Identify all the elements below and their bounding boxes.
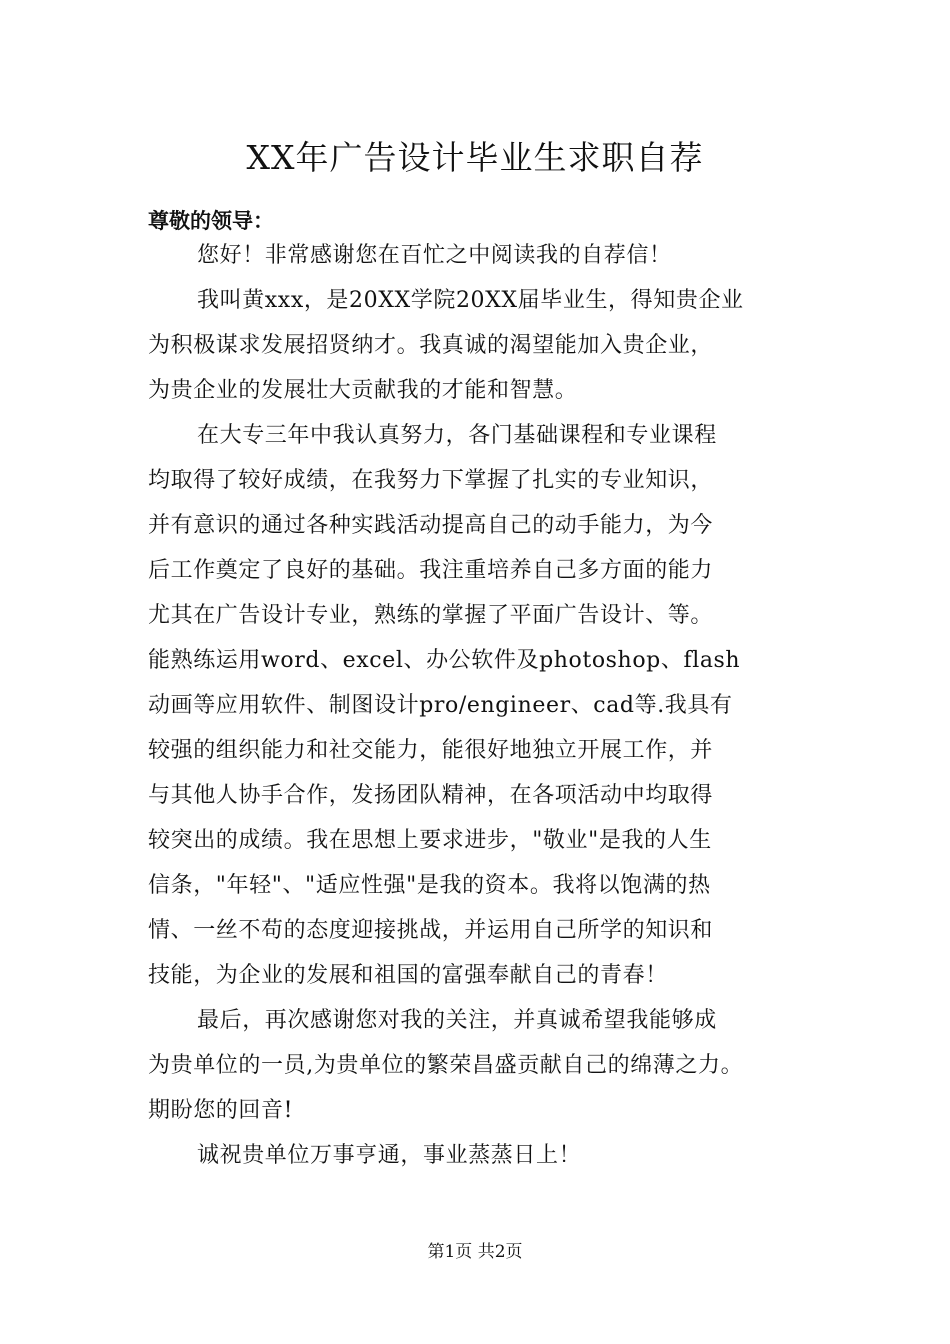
body-line: 期盼您的回音! bbox=[148, 1098, 294, 1123]
body-line: 并有意识的通过各种实践活动提高自己的动手能力，为今 bbox=[148, 513, 714, 538]
page-footer: 第1页 共2页 bbox=[427, 1242, 523, 1262]
salutation: 尊敬的领导： bbox=[148, 208, 274, 233]
body-line: 均取得了较好成绩，在我努力下掌握了扎实的专业知识， bbox=[148, 468, 714, 493]
body-line: 诚祝贵单位万事亨通，事业蒸蒸日上！ bbox=[197, 1143, 582, 1168]
body-line: 动画等应用软件、制图设计pro/engineer、cad等.我具有 bbox=[148, 693, 733, 718]
body-line: 为贵单位的一员,为贵单位的繁荣昌盛贡献自己的绵薄之力。 bbox=[148, 1053, 744, 1078]
body-line: 为积极谋求发展招贤纳才。我真诚的渴望能加入贵企业， bbox=[148, 333, 714, 358]
body-line: 与其他人协手合作，发扬团队精神，在各项活动中均取得 bbox=[148, 783, 714, 808]
body-line: 技能，为企业的发展和祖国的富强奉献自己的青春！ bbox=[148, 963, 668, 988]
body-line: 您好！非常感谢您在百忙之中阅读我的自荐信！ bbox=[197, 243, 672, 268]
body-line: 较突出的成绩。我在思想上要求进步，"敬业"是我的人生 bbox=[148, 828, 712, 853]
body-line: 能熟练运用word、excel、办公软件及photoshop、flash bbox=[148, 648, 741, 673]
body-line: 信条，"年轻"、"适应性强"是我的资本。我将以饱满的热 bbox=[148, 873, 711, 898]
body-line: 在大专三年中我认真努力，各门基础课程和专业课程 bbox=[197, 423, 717, 448]
body-line: 最后，再次感谢您对我的关注，并真诚希望我能够成 bbox=[197, 1008, 717, 1033]
body-line: 为贵企业的发展壮大贡献我的才能和智慧。 bbox=[148, 378, 578, 403]
body-line: 较强的组织能力和社交能力，能很好地独立开展工作，并 bbox=[148, 738, 714, 763]
body-line: 后工作奠定了良好的基础。我注重培养自己多方面的能力 bbox=[148, 558, 714, 583]
body-line: 尤其在广告设计专业，熟练的掌握了平面广告设计、等。 bbox=[148, 603, 714, 628]
page-title: XX年广告设计毕业生求职自荐 bbox=[246, 138, 704, 177]
body-line: 情、一丝不苟的态度迎接挑战，并运用自己所学的知识和 bbox=[148, 918, 714, 943]
body-line: 我叫黄xxx，是20XX学院20XX届毕业生，得知贵企业 bbox=[197, 288, 744, 313]
letter-body bbox=[148, 233, 813, 1178]
